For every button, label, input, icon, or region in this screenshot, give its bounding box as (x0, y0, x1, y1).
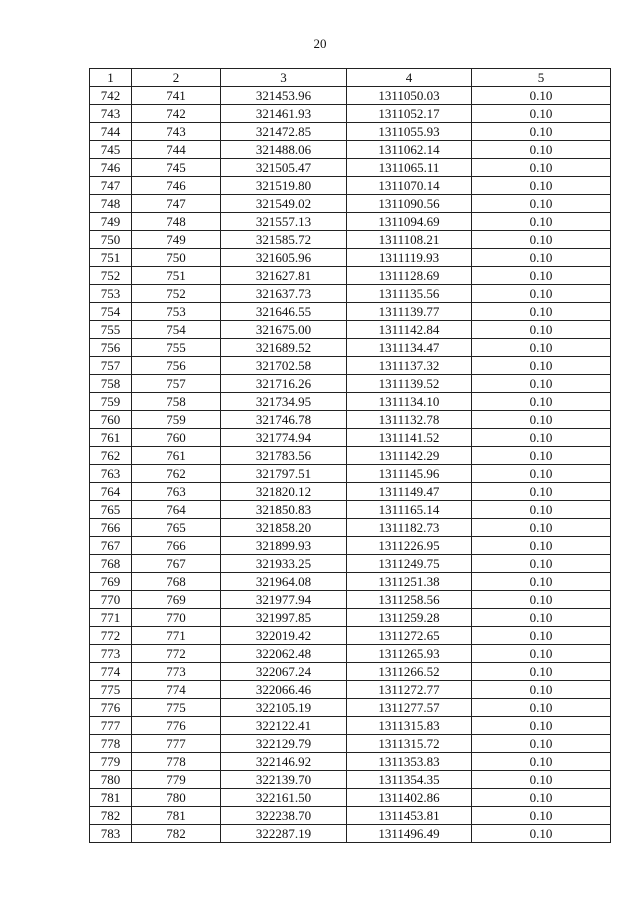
table-cell-col-5: 0.10 (472, 357, 611, 375)
table-cell-col-2: 753 (132, 303, 221, 321)
table-cell-col-5: 0.10 (472, 447, 611, 465)
table-cell-col-4: 1311052.17 (347, 105, 472, 123)
table-cell-col-2: 745 (132, 159, 221, 177)
table-cell-col-1: 768 (90, 555, 132, 573)
table-cell-col-2: 751 (132, 267, 221, 285)
table-cell-col-4: 1311453.81 (347, 807, 472, 825)
table-cell-col-1: 778 (90, 735, 132, 753)
table-cell-col-4: 1311134.10 (347, 393, 472, 411)
column-header-3: 3 (221, 69, 347, 87)
table-cell-col-1: 749 (90, 213, 132, 231)
table-cell-col-1: 776 (90, 699, 132, 717)
table-cell-col-2: 746 (132, 177, 221, 195)
table-row (90, 591, 611, 609)
table-row (90, 429, 611, 447)
table-cell-col-3: 321557.13 (221, 213, 347, 231)
table-cell-col-3: 321820.12 (221, 483, 347, 501)
table-row (90, 555, 611, 573)
table-row (90, 753, 611, 771)
table-cell-col-2: 772 (132, 645, 221, 663)
table-cell-col-2: 773 (132, 663, 221, 681)
table-cell-col-1: 774 (90, 663, 132, 681)
table-cell-col-4: 1311258.56 (347, 591, 472, 609)
table-cell-col-3: 321585.72 (221, 231, 347, 249)
table-row (90, 339, 611, 357)
table-cell-col-3: 321797.51 (221, 465, 347, 483)
table-cell-col-5: 0.10 (472, 87, 611, 105)
table-cell-col-4: 1311315.72 (347, 735, 472, 753)
table-cell-col-4: 1311272.77 (347, 681, 472, 699)
table-cell-col-4: 1311139.77 (347, 303, 472, 321)
table-cell-col-5: 0.10 (472, 699, 611, 717)
table-cell-col-3: 321637.73 (221, 285, 347, 303)
table-cell-col-3: 321716.26 (221, 375, 347, 393)
table-cell-col-2: 763 (132, 483, 221, 501)
table-row (90, 789, 611, 807)
table-row (90, 105, 611, 123)
table-row (90, 483, 611, 501)
table-cell-col-2: 749 (132, 231, 221, 249)
table-cell-col-1: 777 (90, 717, 132, 735)
table-cell-col-2: 769 (132, 591, 221, 609)
table-row (90, 627, 611, 645)
table-cell-col-2: 770 (132, 609, 221, 627)
table-row (90, 663, 611, 681)
table-cell-col-4: 1311055.93 (347, 123, 472, 141)
table-cell-col-2: 754 (132, 321, 221, 339)
table-cell-col-5: 0.10 (472, 411, 611, 429)
table-cell-col-1: 779 (90, 753, 132, 771)
table-cell-col-2: 767 (132, 555, 221, 573)
table-row (90, 537, 611, 555)
table-cell-col-3: 321505.47 (221, 159, 347, 177)
table-row (90, 645, 611, 663)
table-cell-col-3: 321675.00 (221, 321, 347, 339)
table-cell-col-4: 1311108.21 (347, 231, 472, 249)
table-cell-col-4: 1311265.93 (347, 645, 472, 663)
table-cell-col-4: 1311277.57 (347, 699, 472, 717)
table-body (90, 87, 611, 843)
table-cell-col-3: 321850.83 (221, 501, 347, 519)
table-cell-col-4: 1311259.28 (347, 609, 472, 627)
table-cell-col-1: 746 (90, 159, 132, 177)
table-cell-col-5: 0.10 (472, 339, 611, 357)
table-cell-col-5: 0.10 (472, 771, 611, 789)
table-cell-col-4: 1311145.96 (347, 465, 472, 483)
table-cell-col-1: 762 (90, 447, 132, 465)
table-cell-col-3: 322139.70 (221, 771, 347, 789)
table-cell-col-5: 0.10 (472, 483, 611, 501)
table-cell-col-3: 322238.70 (221, 807, 347, 825)
table-cell-col-1: 757 (90, 357, 132, 375)
table-cell-col-5: 0.10 (472, 159, 611, 177)
table-cell-col-2: 758 (132, 393, 221, 411)
table-cell-col-5: 0.10 (472, 501, 611, 519)
table-row (90, 807, 611, 825)
table-cell-col-4: 1311062.14 (347, 141, 472, 159)
table-cell-col-3: 321488.06 (221, 141, 347, 159)
table-cell-col-4: 1311139.52 (347, 375, 472, 393)
table-cell-col-4: 1311050.03 (347, 87, 472, 105)
table-cell-col-5: 0.10 (472, 591, 611, 609)
table-cell-col-4: 1311266.52 (347, 663, 472, 681)
table-row (90, 303, 611, 321)
table-cell-col-3: 321774.94 (221, 429, 347, 447)
table-cell-col-1: 775 (90, 681, 132, 699)
table-row (90, 735, 611, 753)
table-cell-col-2: 779 (132, 771, 221, 789)
table-cell-col-1: 766 (90, 519, 132, 537)
table-row (90, 159, 611, 177)
table-cell-col-1: 745 (90, 141, 132, 159)
table-row (90, 609, 611, 627)
table-cell-col-1: 761 (90, 429, 132, 447)
table-cell-col-2: 775 (132, 699, 221, 717)
table-cell-col-1: 772 (90, 627, 132, 645)
table-cell-col-5: 0.10 (472, 123, 611, 141)
table-cell-col-2: 755 (132, 339, 221, 357)
table-cell-col-5: 0.10 (472, 609, 611, 627)
table-row (90, 249, 611, 267)
table-cell-col-1: 747 (90, 177, 132, 195)
table-row (90, 699, 611, 717)
table-cell-col-2: 765 (132, 519, 221, 537)
table-cell-col-5: 0.10 (472, 429, 611, 447)
table-cell-col-1: 764 (90, 483, 132, 501)
column-header-1: 1 (90, 69, 132, 87)
table-cell-col-4: 1311132.78 (347, 411, 472, 429)
table-cell-col-3: 321519.80 (221, 177, 347, 195)
table-row (90, 267, 611, 285)
table-cell-col-3: 322067.24 (221, 663, 347, 681)
table-cell-col-4: 1311149.47 (347, 483, 472, 501)
table-cell-col-2: 759 (132, 411, 221, 429)
table-cell-col-5: 0.10 (472, 213, 611, 231)
table-cell-col-3: 322062.48 (221, 645, 347, 663)
table-row (90, 195, 611, 213)
table-cell-col-1: 780 (90, 771, 132, 789)
table-cell-col-2: 743 (132, 123, 221, 141)
table-cell-col-3: 322161.50 (221, 789, 347, 807)
table-cell-col-5: 0.10 (472, 249, 611, 267)
table-row (90, 501, 611, 519)
table-cell-col-5: 0.10 (472, 393, 611, 411)
table-cell-col-4: 1311142.29 (347, 447, 472, 465)
table-cell-col-5: 0.10 (472, 627, 611, 645)
table-cell-col-5: 0.10 (472, 807, 611, 825)
table-row (90, 393, 611, 411)
table-cell-col-2: 747 (132, 195, 221, 213)
table-cell-col-5: 0.10 (472, 285, 611, 303)
table-cell-col-4: 1311135.56 (347, 285, 472, 303)
table-row (90, 321, 611, 339)
table-row (90, 213, 611, 231)
table-cell-col-4: 1311128.69 (347, 267, 472, 285)
table-cell-col-2: 741 (132, 87, 221, 105)
column-header-4: 4 (347, 69, 472, 87)
table-cell-col-4: 1311251.38 (347, 573, 472, 591)
table-cell-col-4: 1311402.86 (347, 789, 472, 807)
page-number: 20 (313, 36, 327, 51)
table-cell-col-1: 755 (90, 321, 132, 339)
table-cell-col-4: 1311134.47 (347, 339, 472, 357)
table-cell-col-5: 0.10 (472, 573, 611, 591)
table-cell-col-2: 760 (132, 429, 221, 447)
table-cell-col-2: 774 (132, 681, 221, 699)
table-cell-col-4: 1311165.14 (347, 501, 472, 519)
table-cell-col-5: 0.10 (472, 537, 611, 555)
table-cell-col-2: 764 (132, 501, 221, 519)
table-row (90, 681, 611, 699)
table-cell-col-1: 782 (90, 807, 132, 825)
table-cell-col-1: 770 (90, 591, 132, 609)
table-cell-col-3: 322146.92 (221, 753, 347, 771)
table-cell-col-2: 752 (132, 285, 221, 303)
table-row (90, 465, 611, 483)
table-cell-col-5: 0.10 (472, 645, 611, 663)
table-cell-col-4: 1311226.95 (347, 537, 472, 555)
table-cell-col-2: 748 (132, 213, 221, 231)
table-cell-col-3: 322129.79 (221, 735, 347, 753)
table-cell-col-4: 1311119.93 (347, 249, 472, 267)
table-cell-col-3: 321899.93 (221, 537, 347, 555)
table-cell-col-2: 771 (132, 627, 221, 645)
table-cell-col-1: 751 (90, 249, 132, 267)
table-cell-col-1: 763 (90, 465, 132, 483)
table-row (90, 357, 611, 375)
table-cell-col-4: 1311141.52 (347, 429, 472, 447)
table-cell-col-2: 756 (132, 357, 221, 375)
table-cell-col-3: 321977.94 (221, 591, 347, 609)
table-cell-col-1: 753 (90, 285, 132, 303)
table-row (90, 825, 611, 843)
table-cell-col-4: 1311137.32 (347, 357, 472, 375)
table-cell-col-2: 780 (132, 789, 221, 807)
table-cell-col-1: 769 (90, 573, 132, 591)
table-row (90, 717, 611, 735)
table-cell-col-4: 1311353.83 (347, 753, 472, 771)
table-cell-col-1: 742 (90, 87, 132, 105)
table-cell-col-5: 0.10 (472, 321, 611, 339)
table-cell-col-2: 777 (132, 735, 221, 753)
table-cell-col-3: 321461.93 (221, 105, 347, 123)
table-cell-col-1: 759 (90, 393, 132, 411)
table-cell-col-1: 771 (90, 609, 132, 627)
table-cell-col-5: 0.10 (472, 663, 611, 681)
table-cell-col-2: 744 (132, 141, 221, 159)
table-cell-col-3: 321746.78 (221, 411, 347, 429)
table-cell-col-1: 748 (90, 195, 132, 213)
table-cell-col-5: 0.10 (472, 555, 611, 573)
table-cell-col-5: 0.10 (472, 789, 611, 807)
table-row (90, 177, 611, 195)
table-cell-col-5: 0.10 (472, 303, 611, 321)
table-cell-col-5: 0.10 (472, 105, 611, 123)
table-cell-col-3: 321646.55 (221, 303, 347, 321)
table-cell-col-3: 321997.85 (221, 609, 347, 627)
table-row (90, 771, 611, 789)
table-cell-col-1: 743 (90, 105, 132, 123)
table-row (90, 87, 611, 105)
table-cell-col-1: 765 (90, 501, 132, 519)
table-cell-col-2: 776 (132, 717, 221, 735)
table-cell-col-2: 778 (132, 753, 221, 771)
table-cell-col-4: 1311182.73 (347, 519, 472, 537)
table-cell-col-5: 0.10 (472, 735, 611, 753)
table-row (90, 447, 611, 465)
table-cell-col-2: 757 (132, 375, 221, 393)
table-cell-col-4: 1311142.84 (347, 321, 472, 339)
table-cell-col-4: 1311315.83 (347, 717, 472, 735)
table-cell-col-1: 754 (90, 303, 132, 321)
table-cell-col-1: 773 (90, 645, 132, 663)
table-cell-col-1: 760 (90, 411, 132, 429)
table-cell-col-2: 766 (132, 537, 221, 555)
table-cell-col-3: 321734.95 (221, 393, 347, 411)
table-cell-col-3: 322122.41 (221, 717, 347, 735)
table-cell-col-3: 321627.81 (221, 267, 347, 285)
table-cell-col-2: 742 (132, 105, 221, 123)
table-cell-col-4: 1311065.11 (347, 159, 472, 177)
table-cell-col-1: 752 (90, 267, 132, 285)
table-cell-col-5: 0.10 (472, 717, 611, 735)
table-cell-col-3: 322105.19 (221, 699, 347, 717)
table-cell-col-2: 750 (132, 249, 221, 267)
table-cell-col-2: 768 (132, 573, 221, 591)
table-cell-col-3: 321858.20 (221, 519, 347, 537)
table-cell-col-4: 1311249.75 (347, 555, 472, 573)
table-cell-col-3: 321472.85 (221, 123, 347, 141)
table-row (90, 519, 611, 537)
table-cell-col-5: 0.10 (472, 825, 611, 843)
table-cell-col-4: 1311354.35 (347, 771, 472, 789)
table-cell-col-3: 321549.02 (221, 195, 347, 213)
table-cell-col-5: 0.10 (472, 753, 611, 771)
table-cell-col-1: 767 (90, 537, 132, 555)
table-cell-col-5: 0.10 (472, 231, 611, 249)
column-header-2: 2 (132, 69, 221, 87)
table-cell-col-5: 0.10 (472, 519, 611, 537)
table-cell-col-3: 322066.46 (221, 681, 347, 699)
table-cell-col-3: 321453.96 (221, 87, 347, 105)
table-cell-col-3: 321702.58 (221, 357, 347, 375)
table-cell-col-3: 321964.08 (221, 573, 347, 591)
table-cell-col-5: 0.10 (472, 177, 611, 195)
coordinates-table (89, 68, 611, 843)
table-cell-col-1: 758 (90, 375, 132, 393)
table-cell-col-3: 321783.56 (221, 447, 347, 465)
table-row (90, 285, 611, 303)
table-cell-col-4: 1311094.69 (347, 213, 472, 231)
table-cell-col-3: 322287.19 (221, 825, 347, 843)
column-header-5: 5 (472, 69, 611, 87)
table-row (90, 411, 611, 429)
table-cell-col-4: 1311272.65 (347, 627, 472, 645)
table-header-row (90, 69, 611, 87)
table-cell-col-3: 321933.25 (221, 555, 347, 573)
table-row (90, 231, 611, 249)
table-cell-col-1: 783 (90, 825, 132, 843)
table-cell-col-2: 782 (132, 825, 221, 843)
table-cell-col-5: 0.10 (472, 141, 611, 159)
table-cell-col-4: 1311090.56 (347, 195, 472, 213)
table-cell-col-1: 756 (90, 339, 132, 357)
table-row (90, 141, 611, 159)
table-cell-col-5: 0.10 (472, 267, 611, 285)
table-row (90, 375, 611, 393)
table-cell-col-2: 761 (132, 447, 221, 465)
table-cell-col-3: 321605.96 (221, 249, 347, 267)
table-cell-col-3: 322019.42 (221, 627, 347, 645)
table-cell-col-1: 781 (90, 789, 132, 807)
table-cell-col-2: 781 (132, 807, 221, 825)
table-row (90, 123, 611, 141)
table-cell-col-5: 0.10 (472, 465, 611, 483)
table-cell-col-5: 0.10 (472, 681, 611, 699)
table-cell-col-2: 762 (132, 465, 221, 483)
table-cell-col-4: 1311496.49 (347, 825, 472, 843)
table-cell-col-5: 0.10 (472, 375, 611, 393)
table-cell-col-5: 0.10 (472, 195, 611, 213)
table-cell-col-1: 750 (90, 231, 132, 249)
table-cell-col-4: 1311070.14 (347, 177, 472, 195)
table-cell-col-3: 321689.52 (221, 339, 347, 357)
table-cell-col-1: 744 (90, 123, 132, 141)
table-row (90, 573, 611, 591)
